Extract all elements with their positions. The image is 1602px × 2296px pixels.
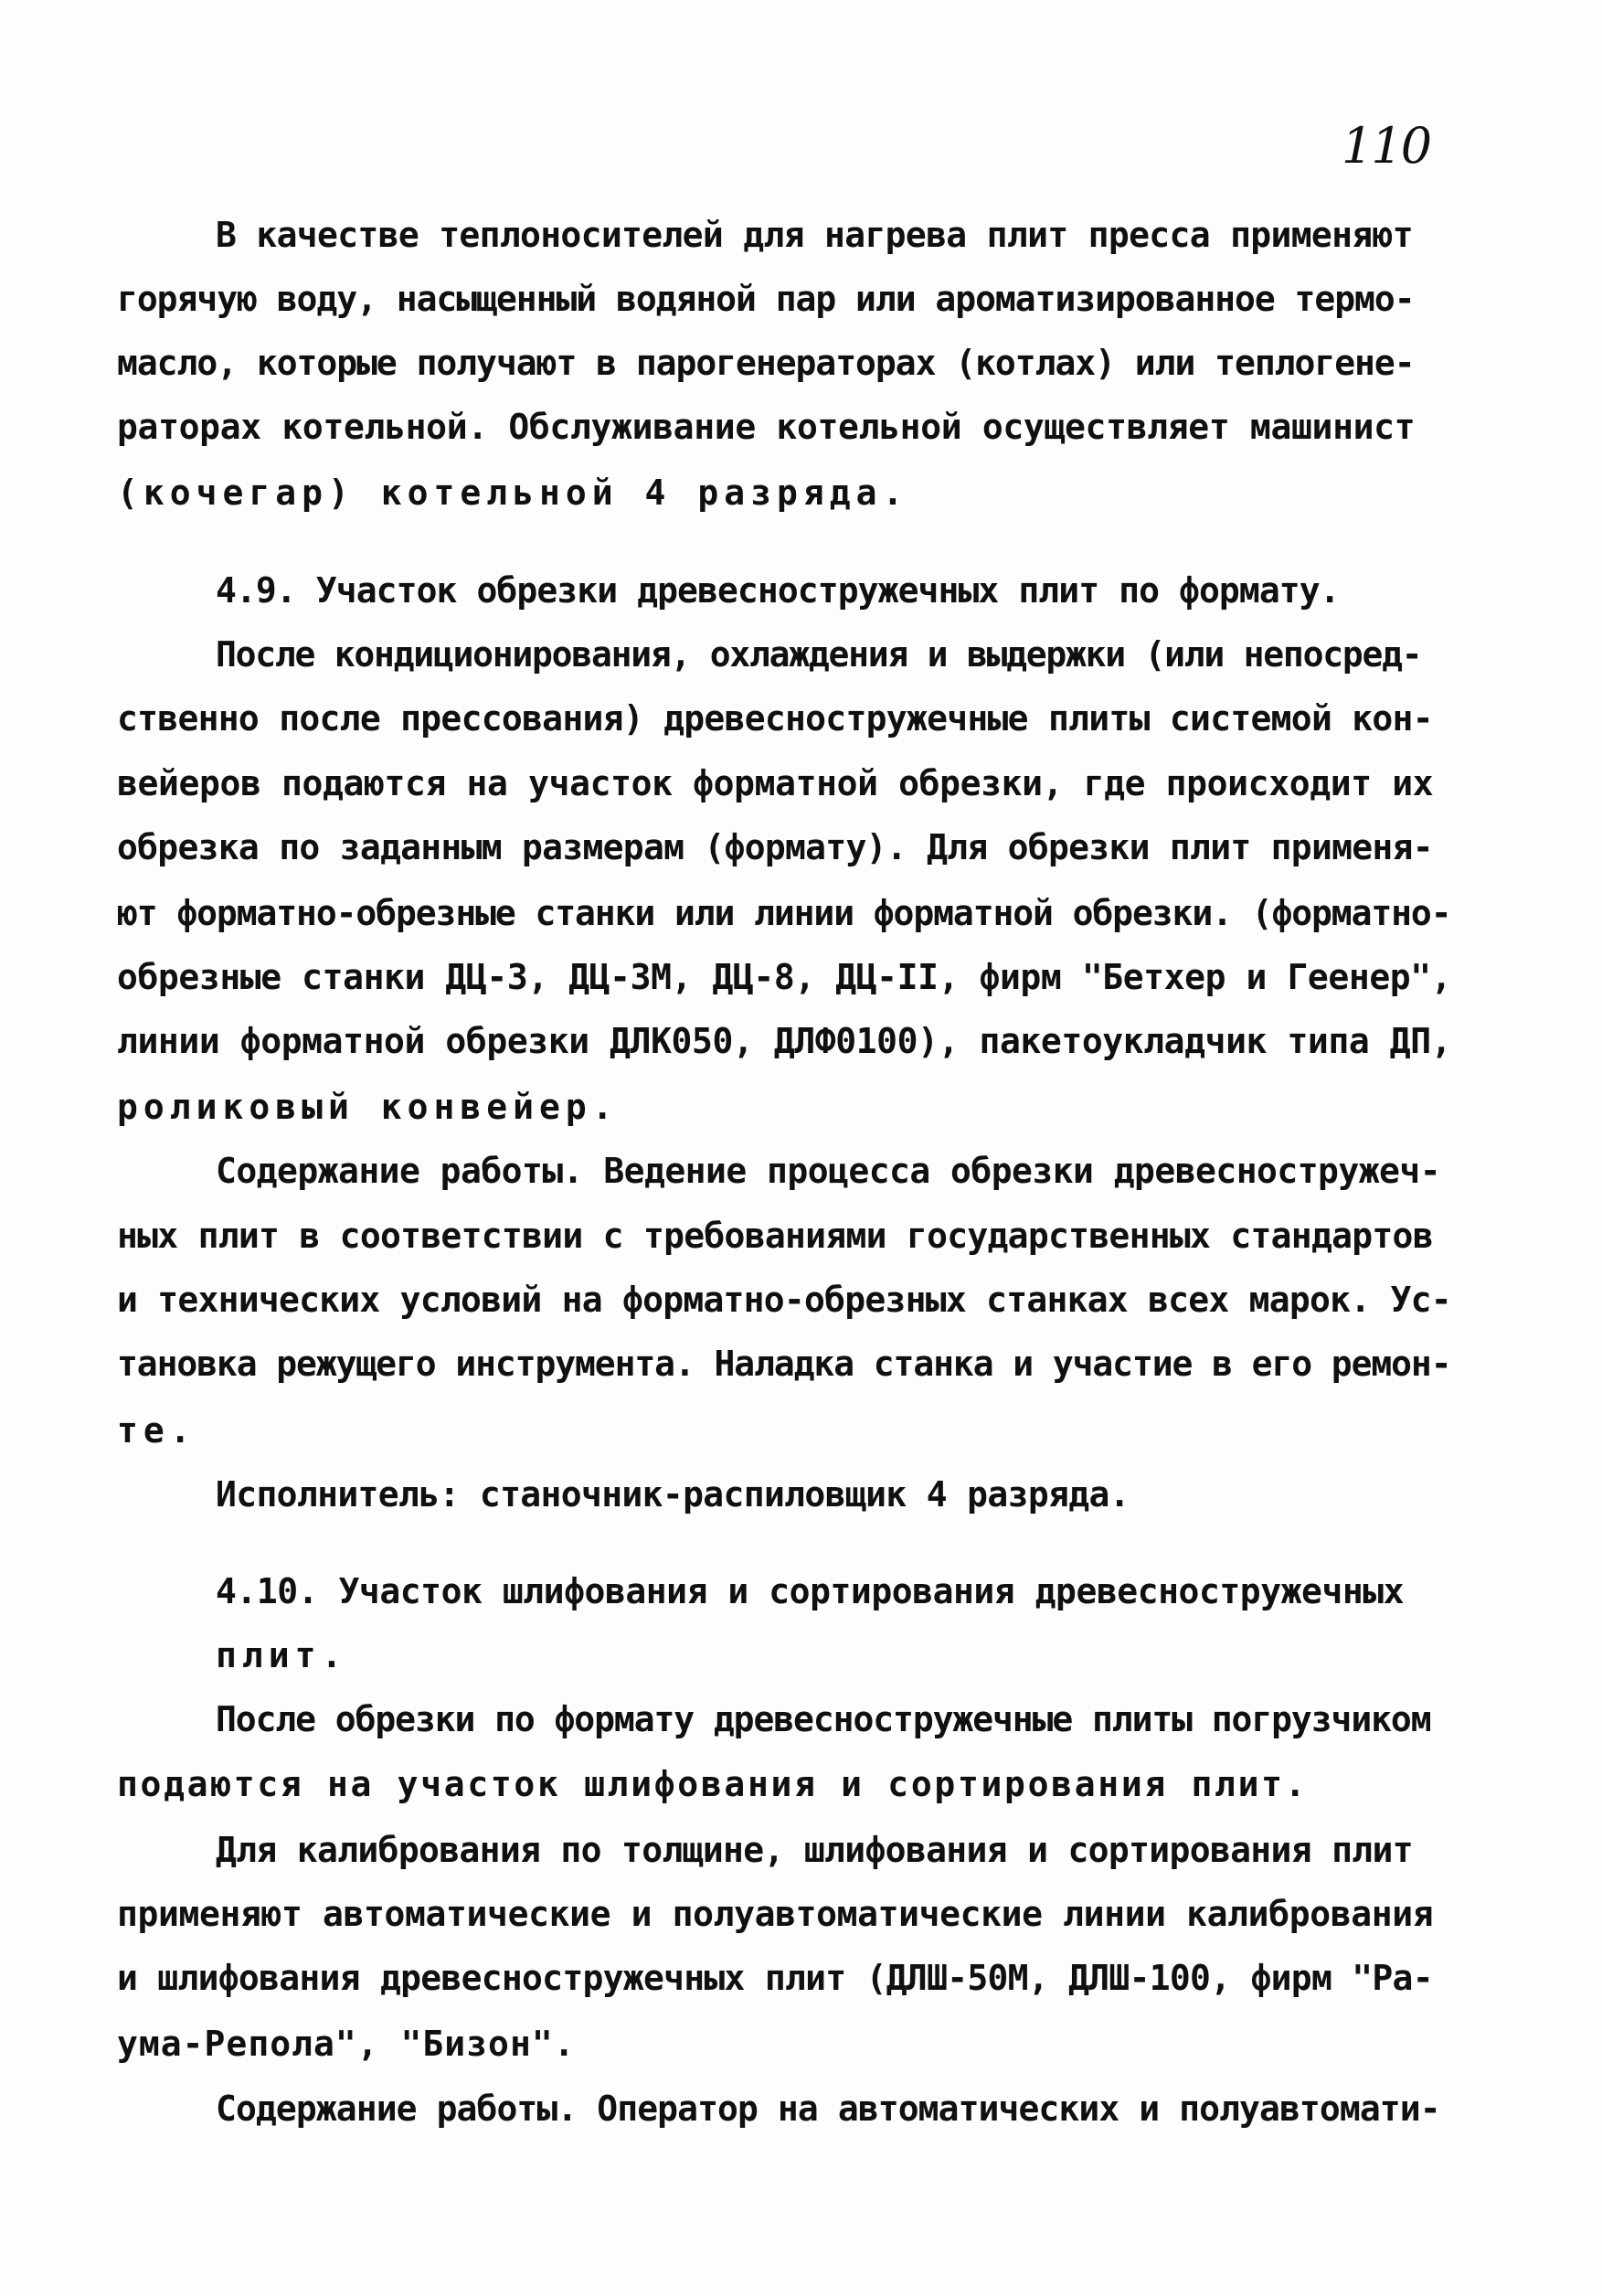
text-line: вейеров подаются на участок форматной обрезки, где происходит их [117, 763, 1434, 803]
section-heading: 4.9. Участок обрезки древесностружечных плит по формату. [216, 570, 1340, 611]
text-line: масло, которые получают в парогенераторах (котлах) или теплогене- [117, 343, 1415, 383]
text-line: и технических условий на форматно-обрезных станках всех марок. Ус- [117, 1280, 1451, 1320]
text-line: ственно после прессования) древесностружечные плиты системой кон- [117, 698, 1433, 739]
text-line: роликовый конвейер. [117, 1087, 619, 1127]
text-line: После кондиционирования, охлаждения и выдержки (или непосред- [216, 634, 1422, 675]
text-line: горячую воду, насыщенный водяной пар или ароматизированное термо- [117, 279, 1415, 319]
text-line: ют форматно-обрезные станки или линии форматной обрезки. (форматно- [117, 893, 1451, 933]
text-line: В качестве теплоносителей для нагрева плит пресса применяют [216, 215, 1413, 255]
text-line: (кочегар) котельной 4 разряда. [117, 473, 909, 513]
text-line: ума-Репола", "Бизон". [117, 2024, 576, 2064]
text-line: те. [117, 1410, 196, 1451]
text-line: После обрезки по формату древесностружечные плиты погрузчиком [216, 1699, 1431, 1739]
text-line: Исполнитель: станочник-распиловщик 4 разряда. [216, 1474, 1130, 1515]
text-line: Содержание работы. Оператор на автоматических и полуавтомати- [216, 2089, 1440, 2129]
text-line: Для калибрования по толщине, шлифования и сортирования плит [216, 1830, 1413, 1870]
text-line: обрезка по заданным размерам (формату). Для обрезки плит применя- [117, 827, 1433, 867]
text-line: тановка режущего инструмента. Наладка станка и участие в его ремон- [117, 1344, 1451, 1384]
page-number: 110 [1342, 117, 1431, 175]
section-heading: 4.10. Участок шлифования и сортирования древесностружечных [216, 1571, 1405, 1611]
text-line: ных плит в соответствии с требованиями государственных стандартов [117, 1216, 1433, 1256]
text-line: обрезные станки ДЦ-3, ДЦ-3М, ДЦ-8, ДЦ-II, фирм "Бетхер и Геенер", [117, 957, 1452, 997]
text-line: применяют автоматические и полуавтоматические линии калибрования [117, 1894, 1434, 1934]
text-line: линии форматной обрезки ДЛК050, ДЛФ0100), пакетоукладчик типа ДП, [117, 1021, 1452, 1061]
text-line: раторах котельной. Обслуживание котельной осуществляет машинист [117, 407, 1416, 447]
section-heading: плит. [216, 1635, 348, 1675]
text-line: и шлифования древесностружечных плит (ДЛШ-50М, ДЛШ-100, фирм "Ра- [117, 1958, 1433, 1998]
text-line: Содержание работы. Ведение процесса обрезки древесностружеч- [216, 1151, 1441, 1191]
text-line: подаются на участок шлифования и сортирования плит. [117, 1764, 1309, 1804]
